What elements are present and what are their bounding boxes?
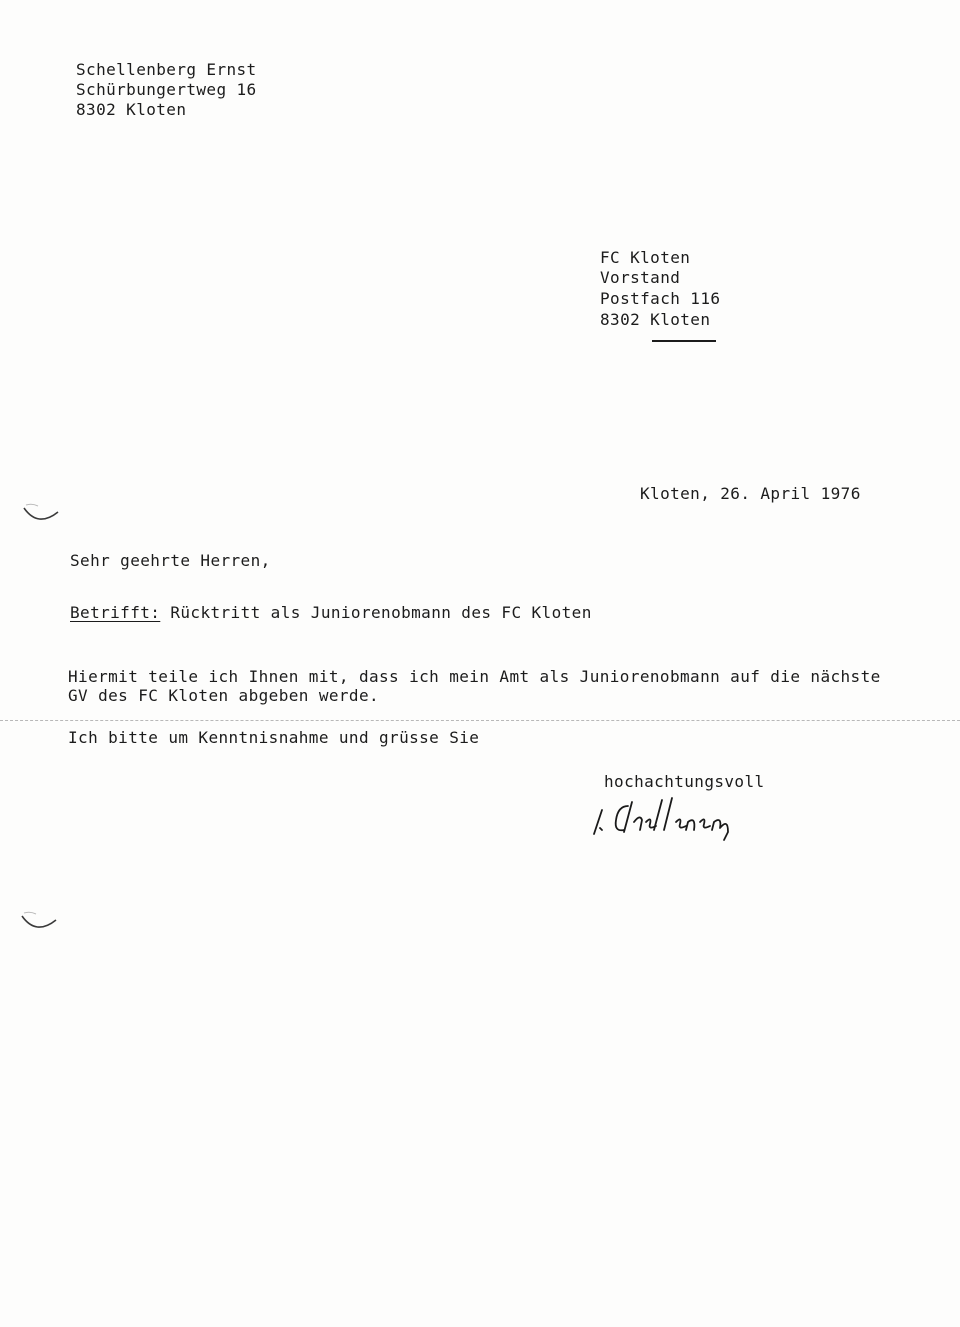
recipient-underline [652, 340, 716, 342]
body-line-1: Hiermit teile ich Ihnen mit, dass ich mein Amt als Juniorenobmann auf die nächste [68, 667, 881, 686]
sender-city: 8302 Kloten [76, 100, 187, 119]
fold-mark [0, 720, 960, 721]
body-line-2: GV des FC Kloten abgeben werde. [68, 686, 380, 705]
letter-date: Kloten, 26. April 1976 [640, 484, 861, 503]
recipient-org: FC Kloten [600, 248, 691, 267]
recipient-city: 8302 Kloten [600, 310, 711, 329]
signature [588, 792, 758, 842]
closing: hochachtungsvoll [604, 772, 765, 791]
subject-text: Rücktritt als Juniorenobmann des FC Kloten [170, 603, 592, 622]
subject-label: Betrifft: [70, 603, 161, 622]
recipient-postbox: Postfach 116 [600, 289, 721, 308]
body-closing-request: Ich bitte um Kenntnisnahme und grüsse Sie [68, 728, 480, 747]
sender-name: Schellenberg Ernst [76, 60, 257, 79]
recipient-dept: Vorstand [600, 268, 681, 287]
punch-hole-icon [22, 502, 60, 524]
subject-line [70, 603, 592, 623]
salutation: Sehr geehrte Herren, [70, 551, 271, 570]
sender-street: Schürbungertweg 16 [76, 80, 257, 99]
punch-hole-icon [20, 910, 58, 932]
